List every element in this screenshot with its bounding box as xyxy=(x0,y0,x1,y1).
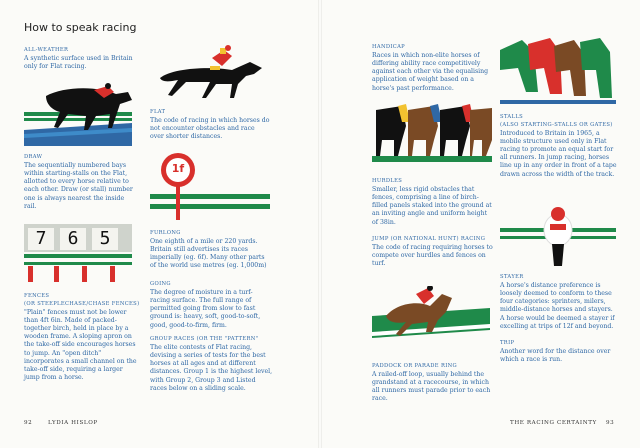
entry-term: TRIP xyxy=(500,340,515,346)
entry-term: JUMP (OR NATIONAL HUNT) RACING xyxy=(372,236,486,242)
entry-definition: A horse's distance preference is loosely deemed to conform to these four categories: sprinters, milers, middle-distance horses and stayers. A horse would be deemed a stayer if excelling at trips of 12f and beyond. xyxy=(500,281,615,330)
entry-definition: A synthetic surface used in Britain only for Flat racing. xyxy=(24,54,133,71)
left-running-head: LYDIA HISLOP xyxy=(48,420,98,426)
entry-stayer xyxy=(500,274,618,331)
right-page-number: 93 xyxy=(606,420,615,426)
entry-all-weather xyxy=(24,47,136,71)
jump-racing-horse-illustration xyxy=(372,286,490,350)
entry-term: GROUP RACES (OR THE "PATTERN" xyxy=(150,336,259,342)
entry-term-alt: (ALSO STARTING-STALLS OR GATES) xyxy=(500,121,613,128)
entry-furlong xyxy=(150,230,272,271)
entry-term: ALL-WEATHER xyxy=(24,47,69,53)
entry-definition: The sequentially numbered bays within starting-stalls on the Flat, allotted to every horse relative to each other. Draw (or stall) number one is always nearest the inside rail. xyxy=(24,161,133,210)
entry-draw xyxy=(24,154,136,211)
entry-term: FENCES xyxy=(24,293,50,299)
entry-jump-racing xyxy=(372,236,494,268)
left-page-number: 92 xyxy=(24,420,33,426)
right-running-head: THE RACING CERTAINTY xyxy=(510,420,597,426)
entry-term: DRAW xyxy=(24,154,43,160)
entry-flat xyxy=(150,109,270,141)
entry-definition: "Plain" fences must not be lower than 4ft 6in. Made of packed-together birch, held in place by a wooden frame. A sloping apron on the take-off side encourages horses to jump. An "open ditch" incorporates a small channel on the take-off side, requiring a larger jump from a horse. xyxy=(24,308,137,382)
stall-numbers-illustration xyxy=(24,224,132,288)
entry-term: PADDOCK OR PARADE RING xyxy=(372,363,457,369)
entry-definition: The code of racing in which horses do not encounter obstacles and race over shorter distances. xyxy=(150,116,270,141)
entry-definition: Smaller, less rigid obstacles that fences, comprising a line of birch-filled panels staked into the ground at an inviting angle and uniform height of 38in. xyxy=(372,185,492,226)
entry-fences xyxy=(24,293,140,382)
furlong-marker-illustration xyxy=(150,150,270,220)
handicap-horses-illustration xyxy=(372,100,492,166)
entry-stalls xyxy=(500,114,618,179)
stall-number: 7 xyxy=(28,228,54,250)
entry-definition: The code of racing requiring horses to compete over hurdles and fences on turf. xyxy=(372,243,493,268)
entry-definition: A railed-off loop, usually behind the grandstand at a racecourse, in which all runners must parade prior to each race. xyxy=(372,370,491,403)
entry-trip xyxy=(500,340,618,364)
entry-term: FURLONG xyxy=(150,230,181,236)
entry-going xyxy=(150,281,272,330)
all-weather-horse-illustration xyxy=(24,82,132,146)
entry-term: GOING xyxy=(150,281,171,287)
stall-number: 6 xyxy=(60,228,86,250)
entry-term: STALLS xyxy=(500,114,524,120)
entry-term: HANDICAP xyxy=(372,44,406,50)
entry-definition: The degree of moisture in a turf-racing surface. The full range of permitted going from slow to fast ground is: heavy, soft, good-to-soft, good, good-to-firm, firm. xyxy=(150,288,261,329)
furlong-marker-label: 1f xyxy=(171,162,185,175)
stall-number: 5 xyxy=(92,228,118,250)
book-gutter xyxy=(318,0,322,448)
entry-term: HURDLES xyxy=(372,178,403,184)
entry-definition: Races in which non-elite horses of differing ability race competitively against each other via the equalising application of weight based on a horse's past performance. xyxy=(372,51,489,92)
entry-handicap xyxy=(372,44,492,93)
entry-paddock xyxy=(372,363,498,404)
entry-term-alt: (OR STEEPLECHASE/CHASE FENCES) xyxy=(24,300,140,307)
entry-definition: Another word for the distance over which a race is run. xyxy=(500,347,611,364)
entry-definition: One eighth of a mile or 220 yards. Britain still advertises its races imperially (eg. 6f). Many other parts of the world use metres (eg. 1,000m) xyxy=(150,237,267,270)
entry-hurdles xyxy=(372,178,494,227)
stayer-jockey-illustration xyxy=(500,200,616,266)
entry-term: STAYER xyxy=(500,274,524,280)
flat-racing-horse-illustration xyxy=(150,40,270,104)
entry-group-races xyxy=(150,336,274,393)
entry-term: FLAT xyxy=(150,109,166,115)
horses-in-stalls-illustration xyxy=(500,34,616,106)
entry-definition: The elite contests of Flat racing, devising a series of tests for the best horses at all ages and at different distances. Group 1 is the highest level, with Group 2, Group 3 and Listed races below on a sliding scale. xyxy=(150,343,273,392)
page-title: How to speak racing xyxy=(24,21,137,34)
entry-definition: Introduced to Britain in 1965, a mobile structure used only in Flat racing to promote an equal start for all runners. In jump racing, horses line up in any order in front of a tape drawn across the width of the track. xyxy=(500,129,617,178)
